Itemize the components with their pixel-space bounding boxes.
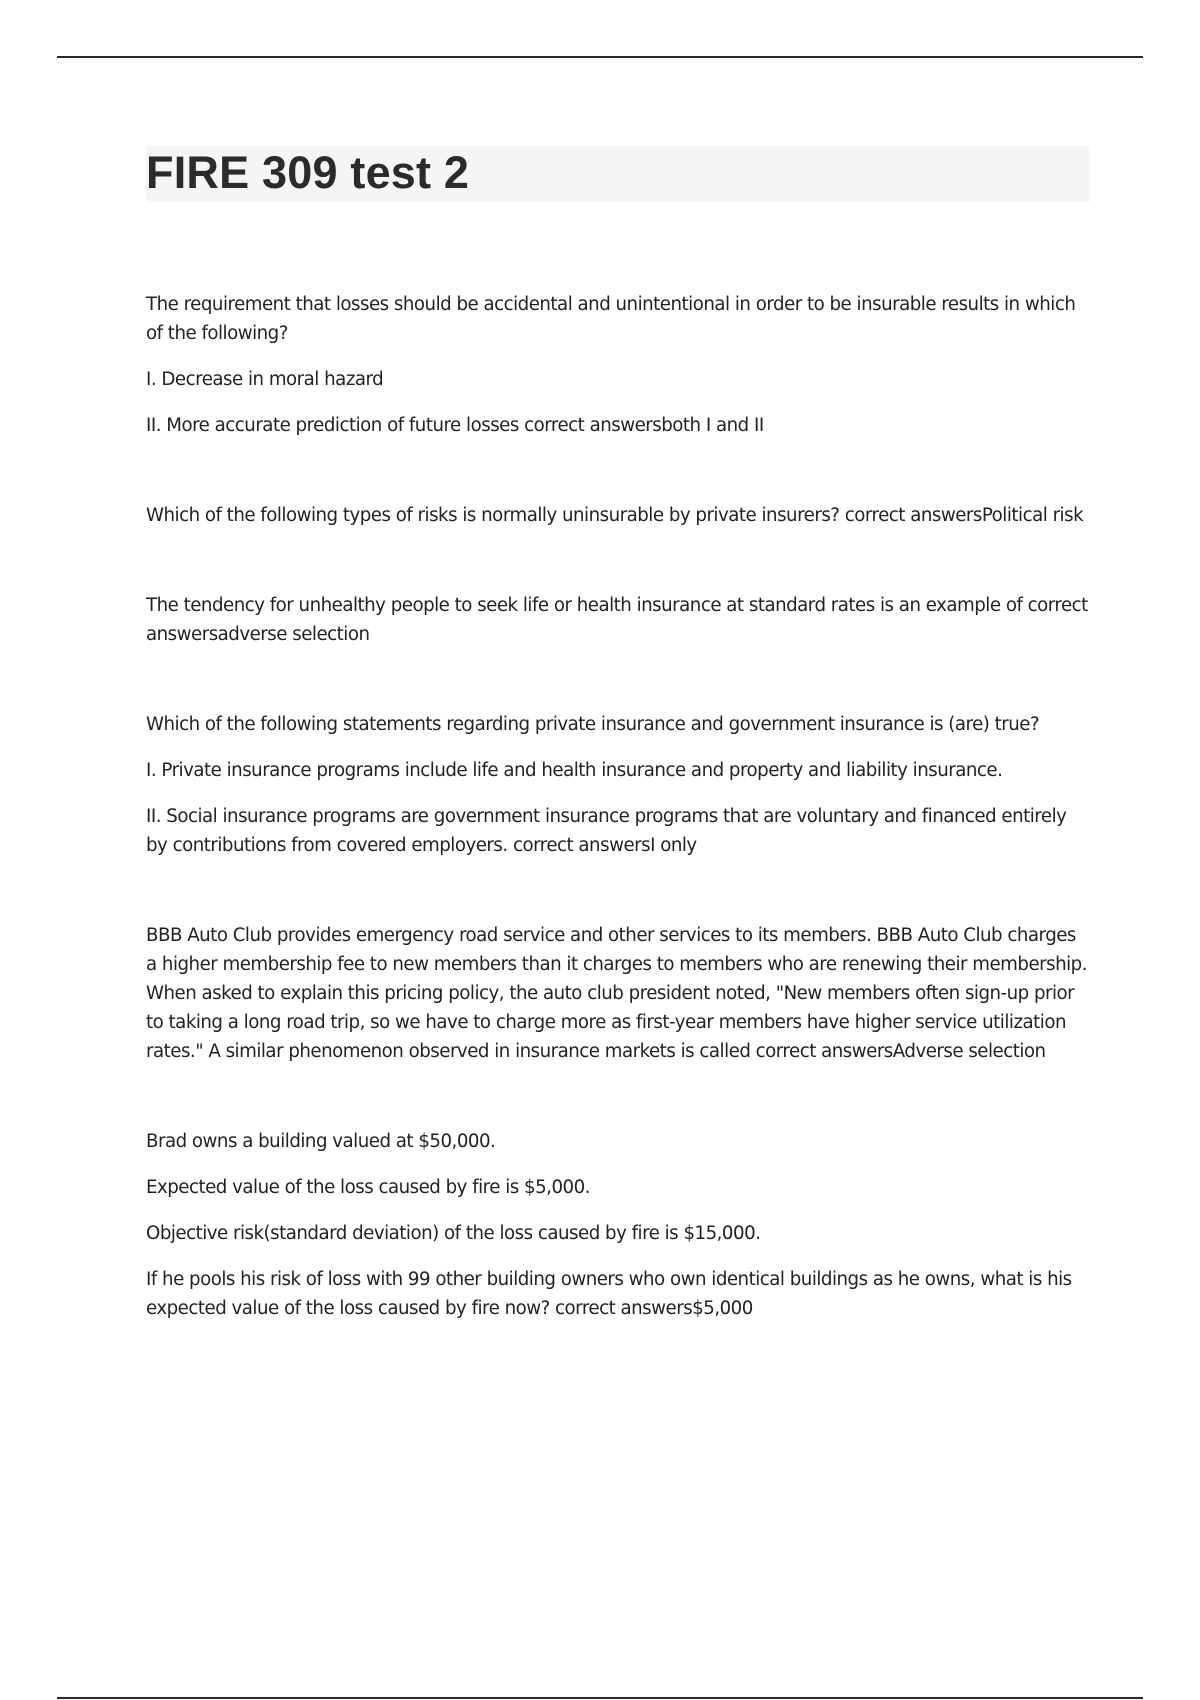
question-text: Which of the following statements regarding private insurance and government insurance is (are) true? [146, 714, 1040, 735]
document-title: FIRE 309 test 2 [146, 147, 470, 198]
question-block [146, 710, 1090, 860]
question-text: If he pools his risk of loss with 99 other building owners who own identical buildings as he owns, what is his expected value of the loss caused by fire now? correct answers$5,000 [146, 1269, 1072, 1319]
question-block [146, 1127, 1090, 1323]
question-text: Objective risk(standard deviation) of the loss caused by fire is $15,000. [146, 1223, 761, 1244]
question-text: Brad owns a building valued at $50,000. [146, 1131, 496, 1152]
question-option: I. Private insurance programs include life and health insurance and property and liability insurance. [146, 760, 1003, 781]
question-text: BBB Auto Club provides emergency road service and other services to its members. BBB Auto Club charges a higher membership fee to new members than it charges to members who are renewing their membership. When asked to explain this pricing policy, the auto club president noted, "New members often sign-up prior to taking a long road trip, so we have to charge more as first-year members have higher service utilization rates." A similar phenomenon observed in insurance markets is called correct answersAdverse selection [146, 925, 1087, 1062]
top-divider [57, 56, 1143, 58]
question-text: The tendency for unhealthy people to seek life or health insurance at standard rates is an example of correct answersadverse selection [146, 595, 1088, 645]
bottom-divider [57, 1697, 1143, 1699]
question-block [146, 501, 1090, 530]
question-option: I. Decrease in moral hazard [146, 369, 384, 390]
question-option: II. More accurate prediction of future losses correct answersboth I and II [146, 415, 764, 436]
question-option: II. Social insurance programs are government insurance programs that are voluntary and financed entirely by contributions from covered employers. correct answersI only [146, 806, 1067, 856]
question-text: Expected value of the loss caused by fire is $5,000. [146, 1177, 590, 1198]
question-block [146, 591, 1090, 649]
question-text: Which of the following types of risks is normally uninsurable by private insurers? correct answersPolitical risk [146, 505, 1084, 526]
document-body [146, 290, 1090, 1340]
question-block [146, 921, 1090, 1066]
question-text: The requirement that losses should be accidental and unintentional in order to be insurable results in which of the following? [146, 294, 1076, 344]
question-block [146, 290, 1090, 440]
